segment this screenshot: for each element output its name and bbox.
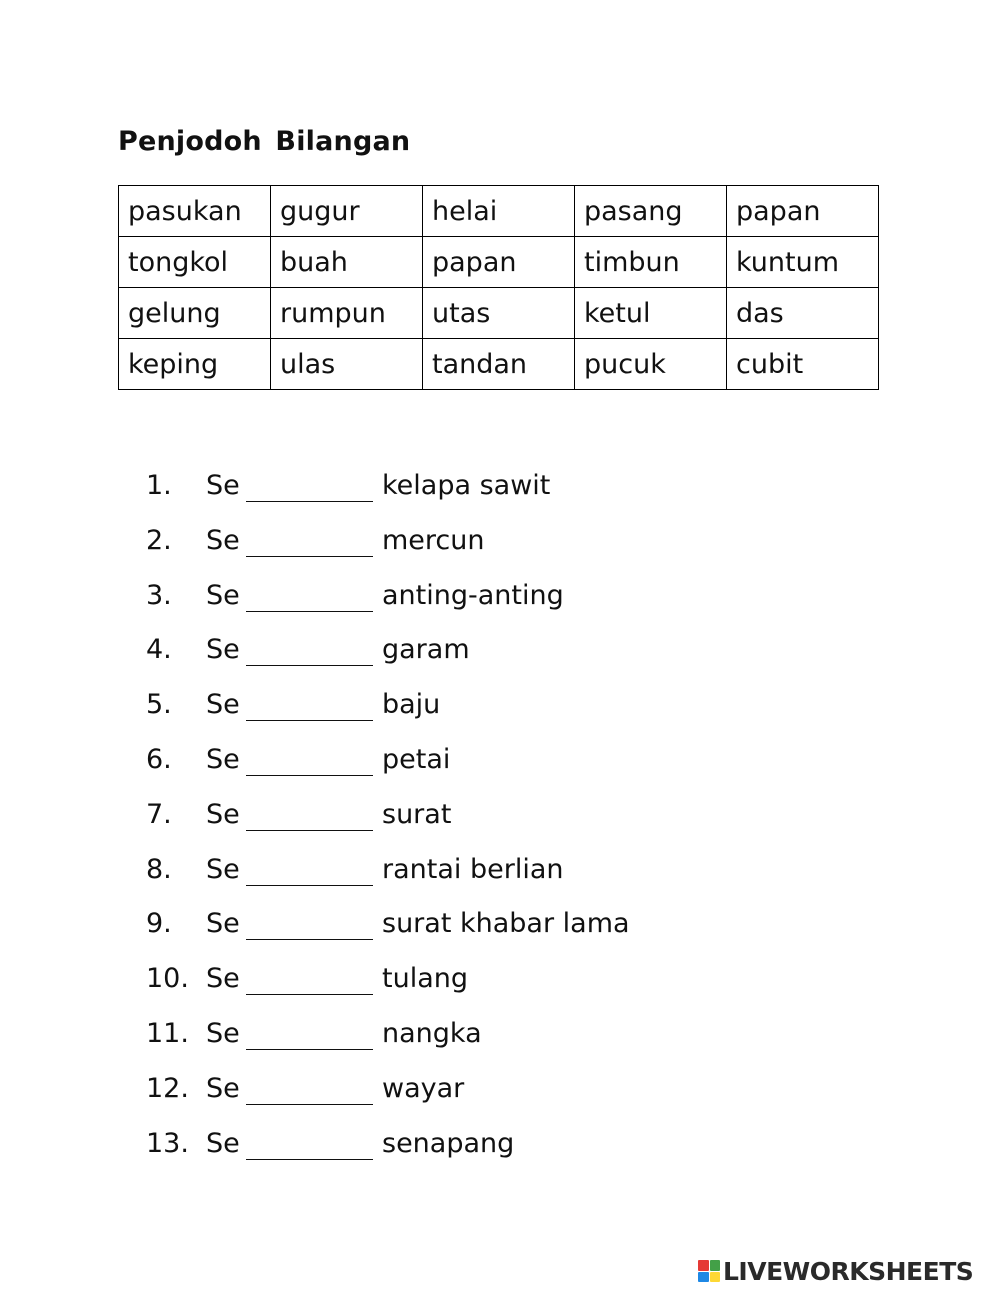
answer-blank[interactable] bbox=[246, 744, 373, 776]
item-prefix: Se bbox=[206, 1017, 240, 1049]
item-noun: rantai berlian bbox=[382, 853, 564, 885]
item-number: 4. bbox=[146, 634, 172, 666]
answer-blank[interactable] bbox=[246, 580, 373, 612]
table-cell: gugur bbox=[271, 186, 423, 237]
table-cell: pasang bbox=[575, 186, 727, 237]
table-cell: keping bbox=[119, 339, 271, 390]
item-number: 1. bbox=[146, 470, 172, 501]
word-bank-table bbox=[118, 185, 879, 390]
answer-blank[interactable] bbox=[246, 908, 373, 940]
item-number: 6. bbox=[146, 743, 172, 775]
item-number: 7. bbox=[146, 798, 172, 830]
item-prefix: Se bbox=[206, 470, 240, 501]
table-cell: ketul bbox=[575, 288, 727, 339]
table-cell: das bbox=[727, 288, 879, 339]
item-noun: kelapa sawit bbox=[382, 470, 551, 501]
item-noun: baju bbox=[382, 689, 441, 721]
table-cell: rumpun bbox=[271, 288, 423, 339]
table-row bbox=[119, 339, 879, 390]
item-number: 12. bbox=[146, 1072, 189, 1104]
item-noun: garam bbox=[382, 634, 470, 666]
item-prefix: Se bbox=[206, 743, 240, 775]
page-title: Penjodoh Bilangan bbox=[118, 126, 411, 157]
item-prefix: Se bbox=[206, 853, 240, 885]
item-prefix: Se bbox=[206, 908, 240, 940]
table-cell: kuntum bbox=[727, 237, 879, 288]
answer-blank[interactable] bbox=[246, 1073, 373, 1105]
item-number: 10. bbox=[146, 963, 189, 995]
item-noun: surat khabar lama bbox=[382, 908, 630, 940]
answer-blank[interactable] bbox=[246, 470, 373, 502]
table-cell: ulas bbox=[271, 339, 423, 390]
answer-blank[interactable] bbox=[246, 525, 373, 557]
item-prefix: Se bbox=[206, 579, 240, 611]
answer-blank[interactable] bbox=[246, 689, 373, 721]
table-cell: cubit bbox=[727, 339, 879, 390]
table-cell: gelung bbox=[119, 288, 271, 339]
item-number: 2. bbox=[146, 524, 172, 556]
item-number: 3. bbox=[146, 579, 172, 611]
table-cell: utas bbox=[423, 288, 575, 339]
answer-blank[interactable] bbox=[246, 1018, 373, 1050]
item-prefix: Se bbox=[206, 1127, 240, 1159]
item-noun: wayar bbox=[382, 1072, 465, 1104]
table-cell: buah bbox=[271, 237, 423, 288]
item-noun: senapang bbox=[382, 1127, 515, 1159]
answer-blank[interactable] bbox=[246, 1128, 373, 1160]
answer-blank[interactable] bbox=[246, 799, 373, 831]
table-cell: pasukan bbox=[119, 186, 271, 237]
table-row bbox=[119, 288, 879, 339]
item-noun: anting-anting bbox=[382, 579, 564, 611]
table-cell: helai bbox=[423, 186, 575, 237]
table-cell: tandan bbox=[423, 339, 575, 390]
item-noun: surat bbox=[382, 798, 452, 830]
item-number: 8. bbox=[146, 853, 172, 885]
table-cell: papan bbox=[727, 186, 879, 237]
item-number: 11. bbox=[146, 1017, 189, 1049]
table-cell: papan bbox=[423, 237, 575, 288]
item-number: 13. bbox=[146, 1127, 189, 1159]
table-cell: tongkol bbox=[119, 237, 271, 288]
table-cell: pucuk bbox=[575, 339, 727, 390]
liveworksheets-logo-icon bbox=[698, 1260, 720, 1282]
item-noun: nangka bbox=[382, 1017, 482, 1049]
table-row bbox=[119, 237, 879, 288]
liveworksheets-logo[interactable] bbox=[698, 1256, 973, 1286]
item-number: 9. bbox=[146, 908, 172, 940]
item-prefix: Se bbox=[206, 689, 240, 721]
item-noun: mercun bbox=[382, 524, 485, 556]
item-prefix: Se bbox=[206, 1072, 240, 1104]
item-prefix: Se bbox=[206, 798, 240, 830]
table-cell: timbun bbox=[575, 237, 727, 288]
item-prefix: Se bbox=[206, 634, 240, 666]
item-prefix: Se bbox=[206, 524, 240, 556]
item-number: 5. bbox=[146, 689, 172, 721]
answer-blank[interactable] bbox=[246, 854, 373, 886]
answer-blank[interactable] bbox=[246, 963, 373, 995]
item-noun: tulang bbox=[382, 963, 468, 995]
item-noun: petai bbox=[382, 743, 451, 775]
table-row bbox=[119, 186, 879, 237]
logo-text: LIVEWORKSHEETS bbox=[723, 1256, 974, 1286]
answer-blank[interactable] bbox=[246, 634, 373, 666]
item-prefix: Se bbox=[206, 963, 240, 995]
